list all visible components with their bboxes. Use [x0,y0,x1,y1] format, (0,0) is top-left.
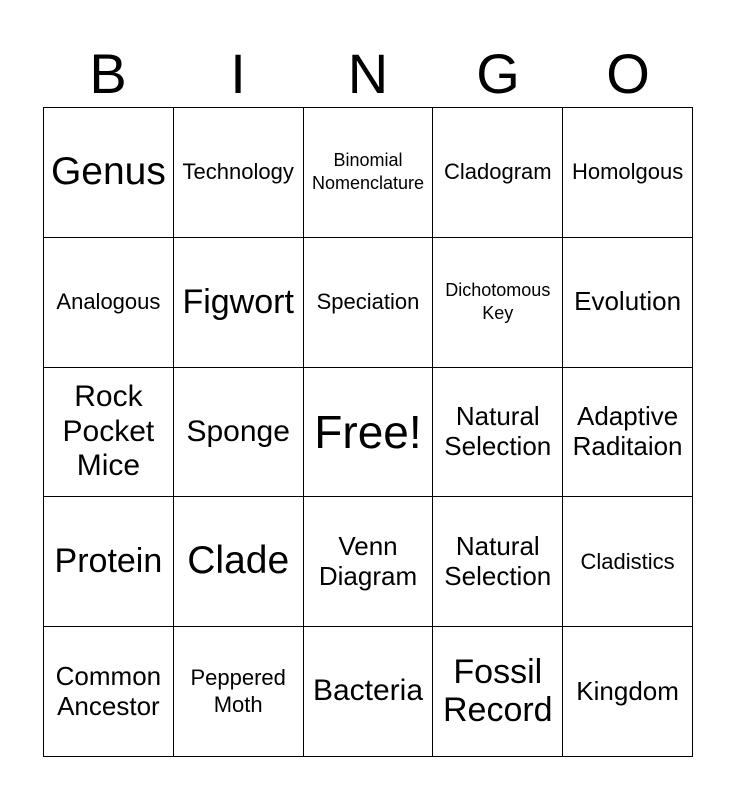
bingo-cell-r2c5[interactable] [563,238,693,368]
cell-label: Fossil Record [442,653,553,729]
header-letter-b: B [89,42,127,105]
cell-label: Natural Selection [444,530,552,591]
bingo-cell-r2c3[interactable] [304,238,434,368]
bingo-cell-r3c3[interactable] [304,368,434,498]
cell-label: Cladistics [580,548,675,574]
header-letter-o: O [606,42,650,105]
cell-label: Figwort [182,282,294,321]
cell-label: Venn Diagram [318,530,418,591]
cell-label: Bacteria [312,674,424,708]
bingo-cell-r5c1[interactable] [44,627,174,757]
cell-label: Kingdom [576,675,679,706]
bingo-cell-r1c4[interactable] [433,108,563,238]
bingo-cell-r5c5[interactable] [563,627,693,757]
cell-label: Genus [50,149,166,193]
bingo-cell-r4c1[interactable] [44,497,174,627]
header-letter-i: I [230,42,246,105]
cell-label: Analogous [56,289,161,314]
cell-label: Protein [54,542,163,581]
bingo-cell-r3c5[interactable] [563,368,693,498]
bingo-cell-r1c1[interactable] [44,108,174,238]
bingo-cell-r2c4[interactable] [433,238,563,368]
bingo-card-grid [43,107,693,757]
cell-label: Common Ancestor [55,660,162,721]
cell-label: Cladogram [443,159,552,185]
cell-label: Peppered Moth [190,665,286,717]
cell-label: Speciation [316,289,420,314]
bingo-cell-r1c3[interactable] [304,108,434,238]
cell-label: Natural Selection [444,401,552,461]
bingo-cell-r4c4[interactable] [433,497,563,627]
bingo-cell-r4c2[interactable] [174,497,304,627]
header-letter-g: G [476,42,520,105]
bingo-cell-r1c2[interactable] [174,108,304,238]
cell-label: Rock Pocket Mice [62,380,155,483]
bingo-cell-r3c2[interactable] [174,368,304,498]
cell-label: Sponge [186,414,290,448]
bingo-cell-r2c2[interactable] [174,238,304,368]
cell-label: Clade [187,539,290,583]
bingo-cell-r2c1[interactable] [44,238,174,368]
cell-label: Free! [314,405,422,458]
cell-label: Binomial Nomenclature [311,150,425,194]
bingo-cell-r3c1[interactable] [44,368,174,498]
cell-label: Evolution [574,286,682,317]
cell-label: Homolgous [571,159,684,185]
bingo-cell-r1c5[interactable] [563,108,693,238]
bingo-cell-r3c4[interactable] [433,368,563,498]
bingo-header [43,40,693,108]
header-letter-n: N [347,42,389,105]
bingo-cell-r5c3[interactable] [304,627,434,757]
bingo-cell-r4c5[interactable] [563,497,693,627]
cell-label: Dichotomous Key [445,279,551,324]
cell-label: Adaptive Raditaion [572,401,683,461]
bingo-cell-r5c4[interactable] [433,627,563,757]
bingo-cell-r4c3[interactable] [304,497,434,627]
cell-label: Technology [182,159,294,185]
bingo-cell-r5c2[interactable] [174,627,304,757]
